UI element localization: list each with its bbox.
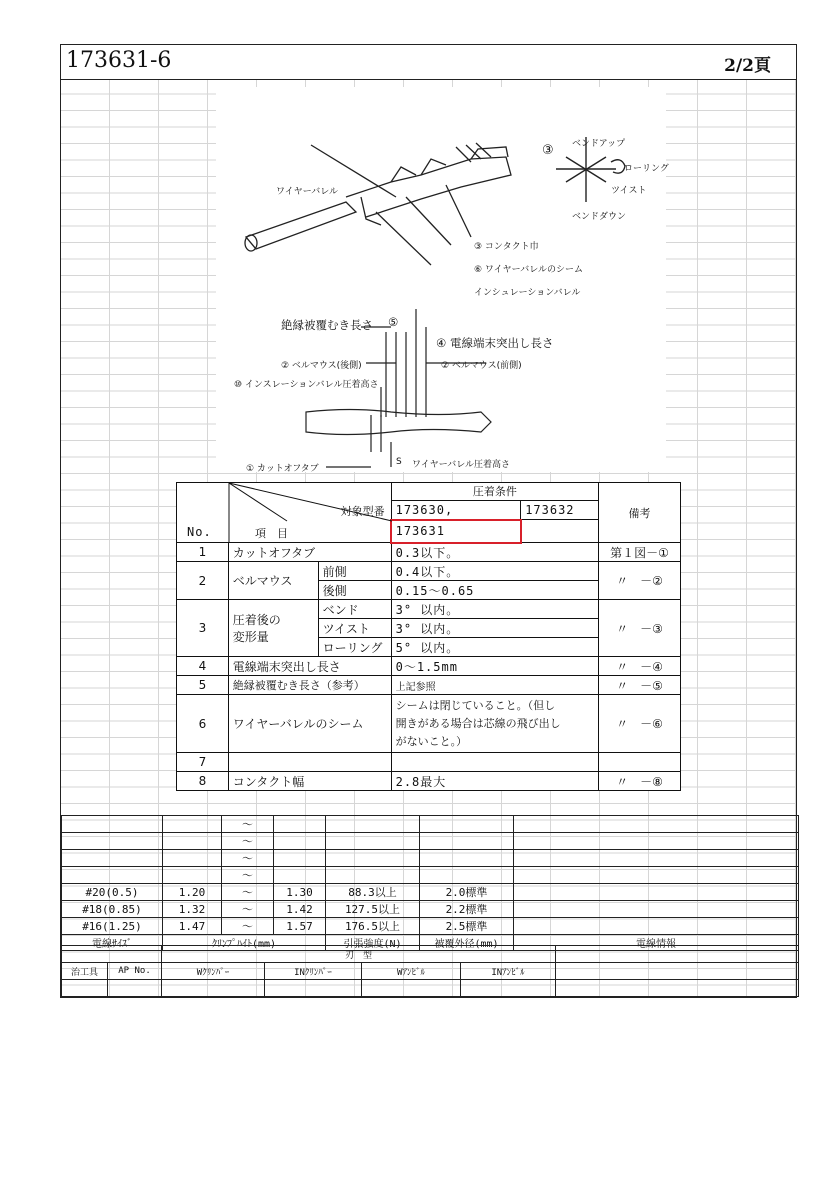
crimp-min: 1.20 <box>163 884 222 901</box>
drawing-sheet <box>60 44 797 998</box>
label-ins-crimp-height: ⑩ インスレーションバレル圧着高さ <box>234 380 379 390</box>
crimp-min: 1.32 <box>163 901 222 918</box>
row-sub-item: ベンド <box>318 600 391 619</box>
row-item <box>228 753 391 772</box>
row-value: 0.3以下。 <box>391 543 598 562</box>
table-row <box>177 600 681 619</box>
row-remark: 〃 －⑤ <box>599 676 681 695</box>
header-crimp-condition: 圧着条件 <box>391 483 598 501</box>
tensile: 176.5以上 <box>326 918 420 935</box>
label-bellmouth-front: ② ベルマウス(前側) <box>441 361 522 371</box>
row-no: 4 <box>177 657 229 676</box>
row-item-line: 変形量 <box>232 630 269 644</box>
row-remark: 〃 －② <box>599 562 681 600</box>
header-in-crimper: INｸﾘﾝﾊﾟｰ <box>265 963 362 980</box>
header-tensile: 引張強度(N) <box>326 935 420 951</box>
row-remark: 〃 －④ <box>599 657 681 676</box>
label-wire-barrel: ワイヤーバレル <box>276 187 339 197</box>
row-value: 上記参照 <box>391 676 598 695</box>
header-jig: 治工具 <box>62 963 108 980</box>
tilde: ～ <box>222 884 274 901</box>
tilde: ～ <box>222 816 274 833</box>
row-value <box>391 695 598 753</box>
tilde: ～ <box>222 901 274 918</box>
table-row <box>62 901 799 918</box>
label-contact-width: ③ コンタクト巾 <box>474 242 539 252</box>
label-wire-crimp-number: S <box>396 457 402 467</box>
label-twist: ツイスト <box>611 186 647 196</box>
row-sub-item: ツイスト <box>318 619 391 638</box>
row-remark: 〃 －③ <box>599 600 681 657</box>
bottom-rule <box>720 996 796 998</box>
label-bend-down: ベンドダウン <box>572 212 627 222</box>
wire-size: #20(0.5) <box>62 884 163 901</box>
label-wire-barrel-seam: ⑥ ワイヤーバレルのシーム <box>474 265 583 275</box>
row-remark: 〃 －⑥ <box>599 695 681 753</box>
header-diagonal-cell <box>177 483 392 543</box>
label-wire-protrusion: ④ 電線端末突出し長さ <box>436 336 554 350</box>
row-value-line: シームは閉じていること。（但し <box>395 698 556 712</box>
row-remark <box>599 753 681 772</box>
row-no: 2 <box>177 562 229 600</box>
part-number-c: 173631 <box>391 520 521 543</box>
row-item <box>228 600 318 657</box>
header-outer-diameter: 被覆外径(mm) <box>420 935 514 951</box>
header-in-anvil: INｱﾝﾋﾞﾙ <box>461 963 556 980</box>
header-no: No. <box>187 525 212 539</box>
row-item: 電線端末突出し長さ <box>228 657 391 676</box>
header-w-anvil: Wｱﾝﾋﾞﾙ <box>362 963 461 980</box>
crimp-max: 1.42 <box>274 901 326 918</box>
header-item: 項 目 <box>255 527 288 540</box>
header-remarks: 備考 <box>599 483 681 543</box>
label-bend-up: ベンドアップ <box>572 139 626 149</box>
table-row <box>177 543 681 562</box>
row-sub-item: ローリング <box>318 638 391 657</box>
row-value: 2.8最大 <box>391 772 598 791</box>
crimp-figure <box>216 87 669 474</box>
row-value: 0.15～0.65 <box>391 581 598 600</box>
row-value <box>391 753 598 772</box>
wire-table <box>61 815 796 951</box>
document-number: 173631-6 <box>66 48 172 73</box>
row-item: 絶縁被覆むき長さ（参考） <box>228 676 391 695</box>
row-no: 6 <box>177 695 229 753</box>
outer-diameter: 2.5標準 <box>420 918 514 935</box>
row-item: カットオフタブ <box>228 543 391 562</box>
label-rolling: ローリング <box>624 164 669 174</box>
tensile: 88.3以上 <box>326 884 420 901</box>
table-row <box>177 753 681 772</box>
table-row <box>177 562 681 581</box>
empty-cell <box>521 520 599 543</box>
table-row <box>177 772 681 791</box>
part-number-a: 173630, <box>391 500 521 520</box>
row-sub-item: 前側 <box>318 562 391 581</box>
tilde: ～ <box>222 918 274 935</box>
part-number-b: 173632 <box>521 500 599 520</box>
outer-diameter: 2.2標準 <box>420 901 514 918</box>
table-row <box>177 676 681 695</box>
header-die: 刃 型 <box>162 946 556 963</box>
outer-diameter: 2.0標準 <box>420 884 514 901</box>
page-number: 2/2頁 <box>724 56 771 76</box>
row-value: 3° 以内。 <box>391 619 598 638</box>
row-item: ベルマウス <box>228 562 318 600</box>
row-item: コンタクト幅 <box>228 772 391 791</box>
label-cutoff-tab: ① カットオフタブ <box>246 464 319 474</box>
row-value: 0.4以下。 <box>391 562 598 581</box>
header-ap-no: AP No. <box>108 963 162 980</box>
label-strip-length: 絶縁被覆むき長さ <box>281 318 373 332</box>
wire-size: #18(0.85) <box>62 901 163 918</box>
header-wire-size: 電線ｻｲｽﾞ <box>62 935 163 951</box>
tilde: ～ <box>222 850 274 867</box>
row-sub-item: 後側 <box>318 581 391 600</box>
tensile: 127.5以上 <box>326 901 420 918</box>
row-item-line: 圧着後の <box>232 613 281 627</box>
row-remark: 第１図－① <box>599 543 681 562</box>
row-no: 3 <box>177 600 229 657</box>
row-value-line: がないこと。） <box>395 734 468 748</box>
label-axis-number: ③ <box>542 143 554 158</box>
table-row <box>177 695 681 753</box>
crimp-min: 1.47 <box>163 918 222 935</box>
tilde: ～ <box>222 867 274 884</box>
title-bar <box>61 45 796 80</box>
header-w-crimper: Wｸﾘﾝﾊﾟｰ <box>162 963 265 980</box>
header-target-part: 対象型番 <box>340 505 385 518</box>
crimp-max: 1.30 <box>274 884 326 901</box>
row-value: 0～1.5mm <box>391 657 598 676</box>
label-bellmouth-rear: ② ベルマウス(後側) <box>281 361 362 371</box>
row-no: 1 <box>177 543 229 562</box>
row-remark: 〃 －⑧ <box>599 772 681 791</box>
label-strip-number: ⑤ <box>388 315 399 329</box>
header-crimp-height: ｸﾘﾝﾌﾟﾊｲﾄ(mm) <box>163 935 326 951</box>
row-value: 5° 以内。 <box>391 638 598 657</box>
label-wire-crimp-height: ワイヤーバレル圧着高さ <box>412 460 511 470</box>
tilde: ～ <box>222 833 274 850</box>
crimp-max: 1.57 <box>274 918 326 935</box>
tooling-table <box>61 945 796 997</box>
row-value: 3° 以内。 <box>391 600 598 619</box>
row-value-line: 開きがある場合は芯線の飛び出し <box>395 716 561 730</box>
table-row <box>177 657 681 676</box>
crimp-spec-table <box>176 482 681 791</box>
label-insulation-barrel: インシュレーションバレル <box>474 288 581 298</box>
row-item: ワイヤーバレルのシーム <box>228 695 391 753</box>
row-no: 5 <box>177 676 229 695</box>
wire-size: #16(1.25) <box>62 918 163 935</box>
table-row <box>62 918 799 935</box>
header-wire-info: 電線情報 <box>514 935 799 951</box>
row-no: 8 <box>177 772 229 791</box>
row-no: 7 <box>177 753 229 772</box>
table-row <box>62 884 799 901</box>
